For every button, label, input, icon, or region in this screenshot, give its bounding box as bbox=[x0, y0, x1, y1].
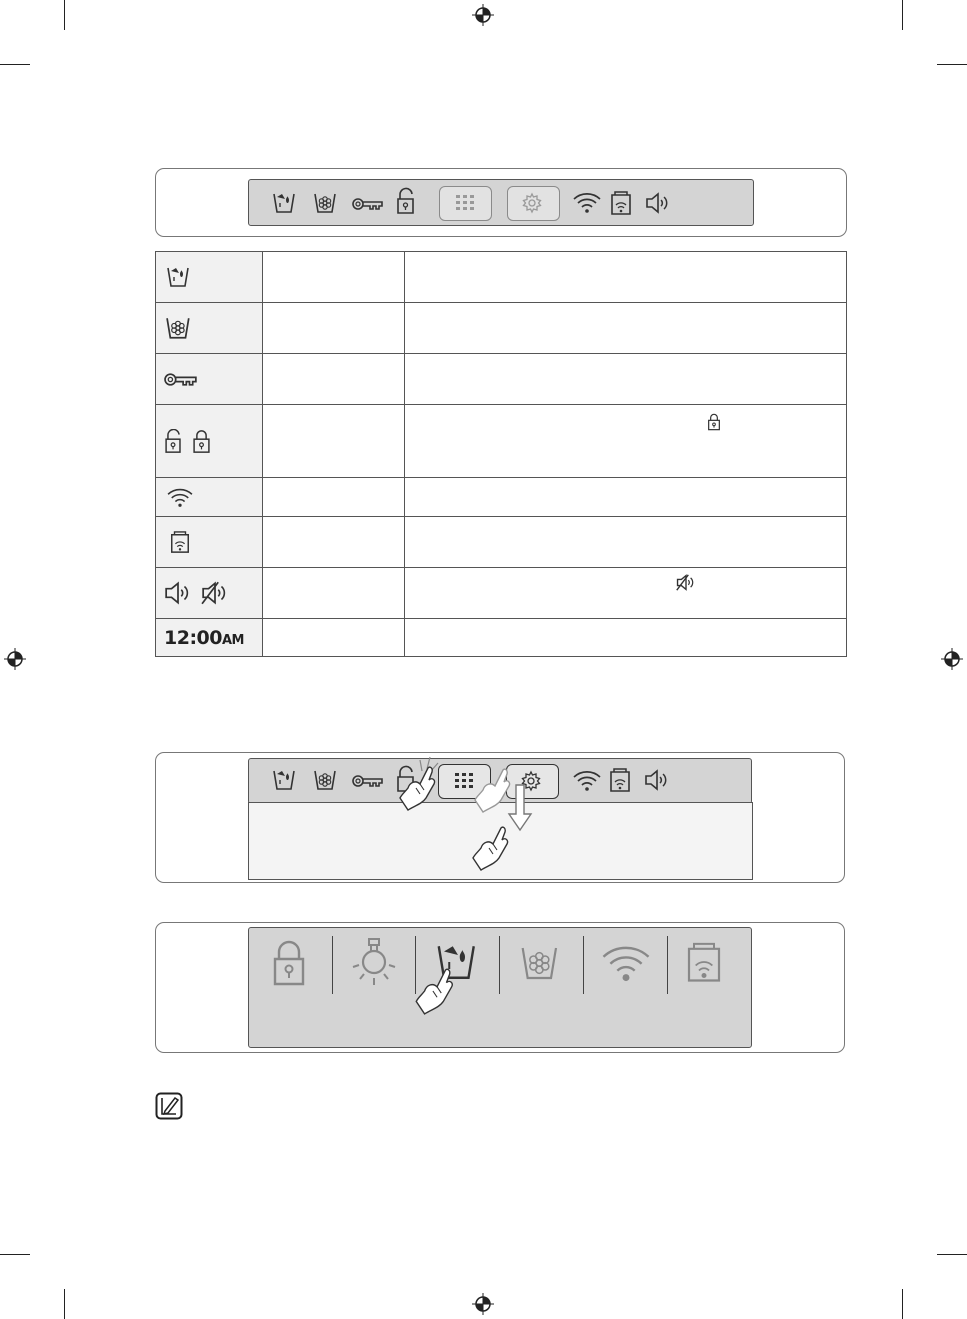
registration-target-icon bbox=[4, 648, 26, 670]
ice-off-icon bbox=[164, 315, 194, 341]
icon-cell bbox=[156, 252, 263, 303]
key-icon[interactable] bbox=[352, 773, 384, 789]
description-cell bbox=[405, 517, 847, 568]
label-cell bbox=[263, 568, 405, 619]
wifi-icon[interactable] bbox=[572, 768, 602, 792]
crop-mark bbox=[64, 0, 65, 30]
smart-control-icon[interactable] bbox=[684, 940, 724, 986]
divider bbox=[332, 936, 333, 994]
finger-pointer-icon bbox=[414, 966, 456, 1016]
description-cell bbox=[405, 252, 847, 303]
table-row bbox=[156, 568, 847, 619]
divider bbox=[499, 936, 500, 994]
icon-cell bbox=[156, 405, 263, 478]
description-cell bbox=[405, 303, 847, 354]
light-bulb-icon[interactable] bbox=[350, 937, 398, 987]
finger-pointer-icon bbox=[398, 764, 438, 812]
wifi-icon[interactable] bbox=[572, 190, 602, 214]
crop-mark bbox=[937, 1254, 967, 1255]
clock-time: 12:00 bbox=[164, 626, 222, 649]
unlock-icon bbox=[164, 429, 183, 454]
wifi-icon[interactable] bbox=[600, 941, 652, 983]
divider bbox=[667, 936, 668, 994]
ice-off-icon[interactable] bbox=[313, 191, 339, 215]
registration-target-icon bbox=[472, 4, 494, 26]
label-cell bbox=[263, 619, 405, 657]
label-cell bbox=[263, 303, 405, 354]
registration-target-icon bbox=[472, 1293, 494, 1315]
key-icon[interactable] bbox=[352, 196, 384, 212]
crop-mark bbox=[0, 1254, 30, 1255]
label-cell bbox=[263, 478, 405, 517]
table-row bbox=[156, 619, 847, 657]
quick-menu-panel bbox=[248, 927, 752, 1048]
smart-control-icon bbox=[169, 530, 191, 555]
crop-mark bbox=[902, 0, 903, 30]
description-cell bbox=[405, 619, 847, 657]
crop-mark bbox=[937, 64, 967, 65]
finger-pointer-icon bbox=[470, 824, 512, 872]
clock-display bbox=[156, 627, 244, 649]
grid-menu-icon bbox=[455, 194, 475, 211]
ice-off-icon[interactable] bbox=[518, 943, 564, 983]
table-row bbox=[156, 478, 847, 517]
description-cell bbox=[405, 405, 847, 478]
crop-mark bbox=[0, 64, 30, 65]
lock-icon bbox=[707, 413, 721, 431]
icon-cell bbox=[156, 568, 263, 619]
description-cell bbox=[405, 354, 847, 405]
registration-target-icon bbox=[941, 648, 963, 670]
water-filter-icon bbox=[166, 265, 192, 289]
smart-control-icon[interactable] bbox=[609, 190, 633, 217]
table-row bbox=[156, 405, 847, 478]
icon-cell bbox=[156, 478, 263, 517]
unlock-icon[interactable] bbox=[396, 188, 416, 215]
water-filter-icon[interactable] bbox=[272, 768, 298, 792]
speaker-icon[interactable] bbox=[645, 192, 671, 214]
table-row bbox=[156, 252, 847, 303]
clock-suffix: AM bbox=[221, 632, 244, 648]
icon-cell bbox=[156, 619, 263, 657]
wifi-icon bbox=[166, 486, 194, 508]
gear-icon bbox=[520, 191, 544, 215]
lock-icon[interactable] bbox=[272, 940, 306, 986]
speaker-icon bbox=[164, 581, 192, 605]
table-row bbox=[156, 517, 847, 568]
ice-off-icon[interactable] bbox=[313, 768, 339, 792]
crop-mark bbox=[902, 1289, 903, 1319]
table-row bbox=[156, 354, 847, 405]
label-cell bbox=[263, 354, 405, 405]
icon-cell bbox=[156, 303, 263, 354]
mute-icon bbox=[676, 574, 696, 591]
description-cell bbox=[405, 568, 847, 619]
mute-icon bbox=[201, 581, 229, 605]
label-cell bbox=[263, 405, 405, 478]
crop-mark bbox=[64, 1289, 65, 1319]
icon-cell bbox=[156, 354, 263, 405]
water-filter-icon[interactable] bbox=[272, 191, 298, 215]
label-cell bbox=[263, 252, 405, 303]
key-icon bbox=[164, 371, 198, 388]
table-row bbox=[156, 303, 847, 354]
icon-legend-table bbox=[155, 251, 847, 657]
icon-cell bbox=[156, 517, 263, 568]
speaker-icon[interactable] bbox=[644, 769, 670, 791]
lock-icon bbox=[192, 429, 211, 454]
smart-control-icon[interactable] bbox=[608, 767, 632, 794]
note-icon bbox=[155, 1092, 183, 1120]
description-cell bbox=[405, 478, 847, 517]
label-cell bbox=[263, 517, 405, 568]
grid-menu-icon bbox=[454, 772, 474, 789]
divider bbox=[583, 936, 584, 994]
